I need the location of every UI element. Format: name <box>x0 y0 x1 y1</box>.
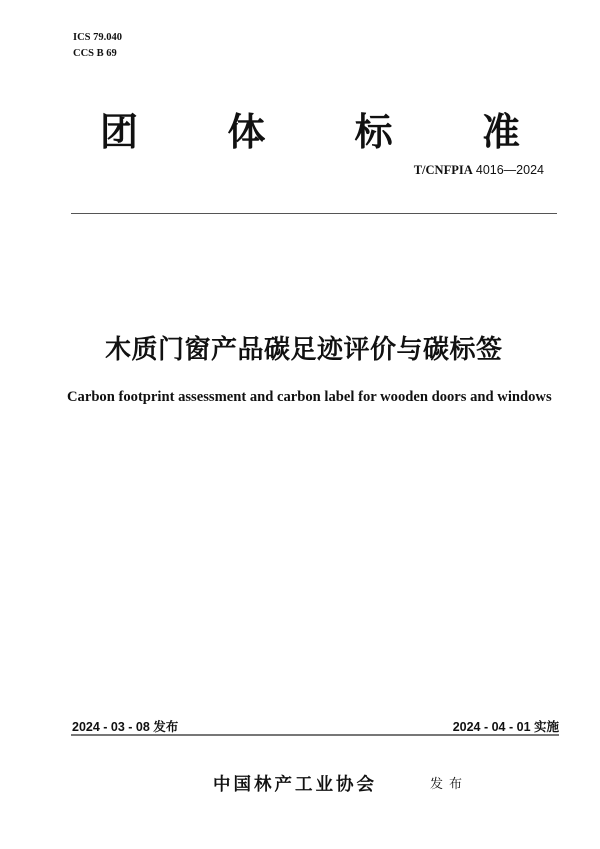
publish-date: 2024 - 03 - 08 发布 <box>72 720 179 734</box>
ccs-code: CCS B 69 <box>73 48 117 59</box>
footer-divider <box>71 734 559 736</box>
standard-number <box>414 163 544 178</box>
ics-code: ICS 79.040 <box>73 32 123 43</box>
classification-codes <box>73 30 122 62</box>
publisher-suffix: 发布 <box>430 777 469 792</box>
standard-type-char: 体 <box>227 110 266 154</box>
document-title-chinese: 木质门窗产品碳足迹评价与碳标签 <box>105 335 503 365</box>
publisher-name: 中国林产工业协会 <box>213 775 377 795</box>
standard-type-heading <box>100 108 520 156</box>
document-title-english: Carbon footprint assessment and carbon label for wooden doors and windows <box>67 389 552 405</box>
standard-type-char: 准 <box>481 110 520 154</box>
standard-number-prefix: T/CNFPIA <box>413 163 473 177</box>
standard-number-value: 4016—2024 <box>475 163 544 177</box>
standard-type-char: 团 <box>100 110 139 154</box>
header-divider <box>71 213 557 214</box>
standard-type-char: 标 <box>354 110 393 154</box>
effective-date: 2024 - 04 - 01 实施 <box>452 720 559 734</box>
